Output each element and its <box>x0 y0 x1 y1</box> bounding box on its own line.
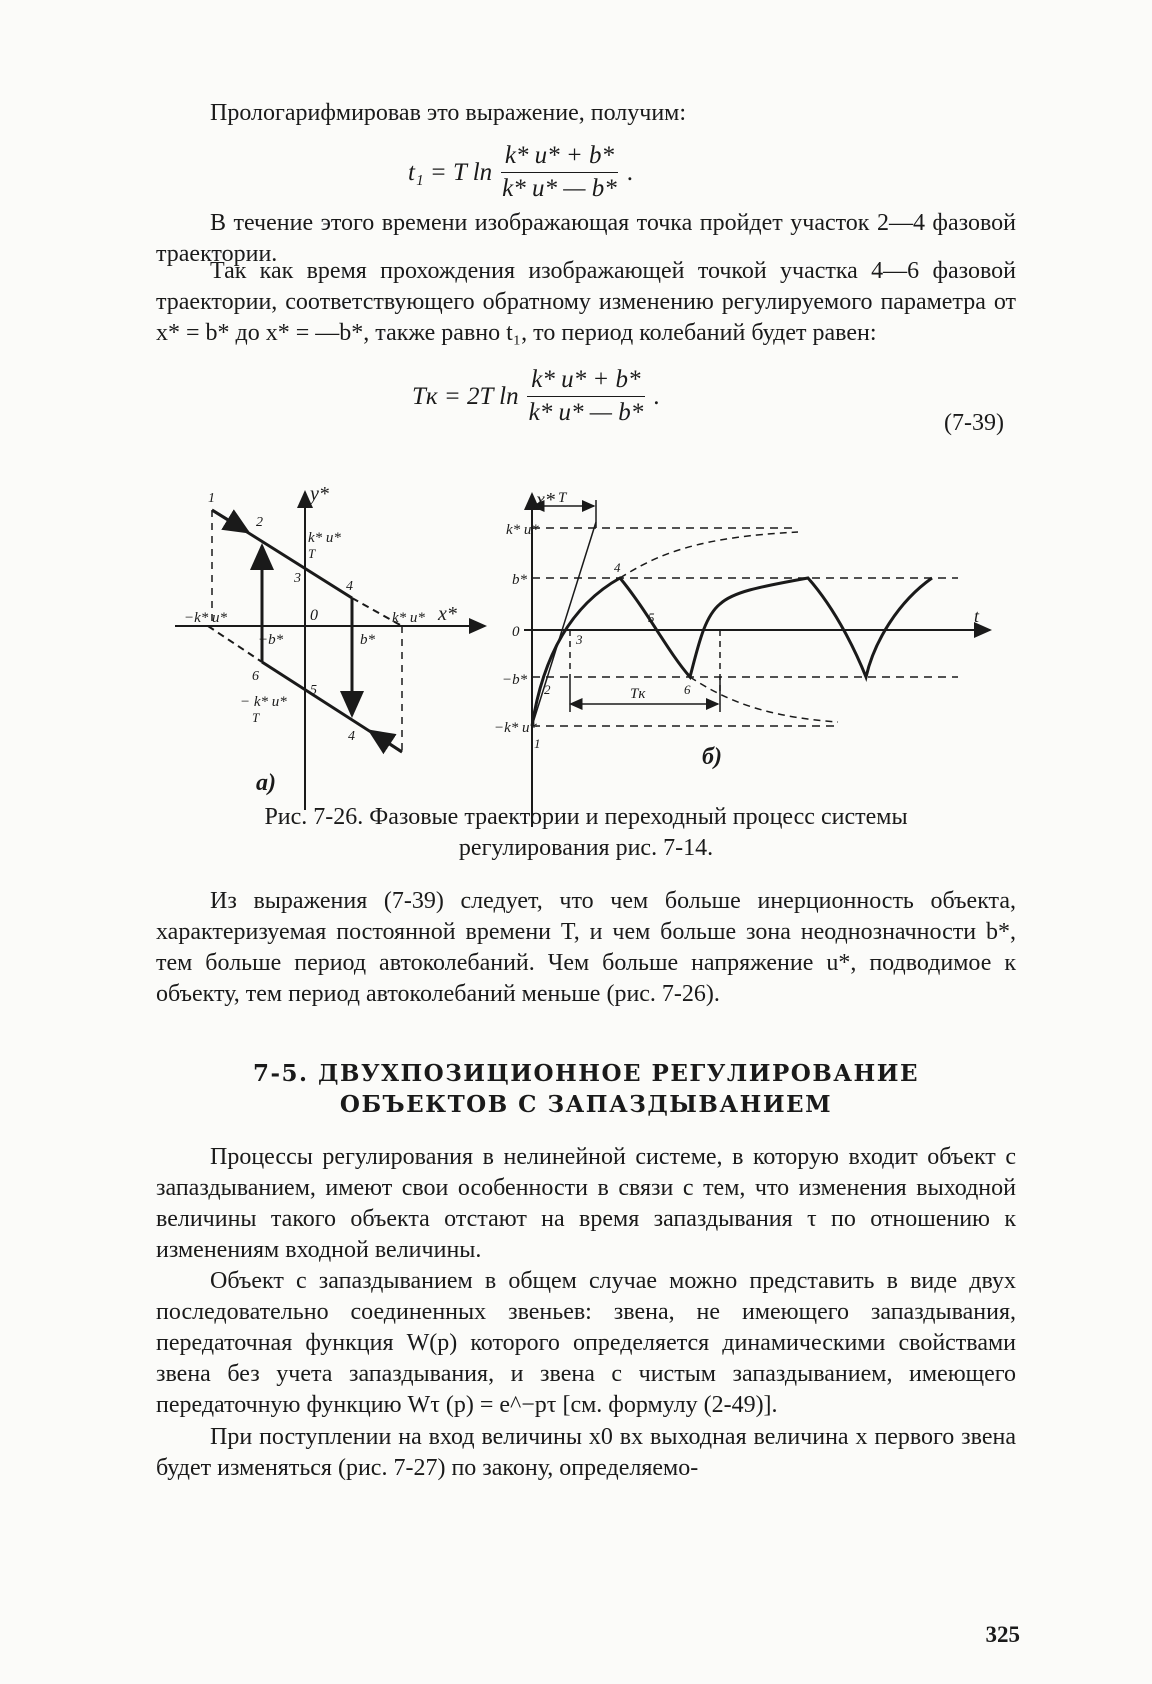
figure-b-point-6: 6 <box>684 682 691 697</box>
figure-b-point-1: 1 <box>534 736 541 751</box>
figure-b-point-5: 5 <box>648 610 655 625</box>
figure-a-origin: 0 <box>310 607 318 624</box>
equation-number: (7-39) <box>944 410 1004 436</box>
formula-tk-fraction <box>525 366 648 427</box>
figure-b-Tk-label: Tк <box>630 686 646 702</box>
page-number: 325 <box>985 1622 1020 1647</box>
figure-a-sublabel: а) <box>256 770 276 796</box>
figure-a-pos-b: b* <box>360 632 375 648</box>
figure-b-zero: 0 <box>512 624 520 640</box>
formula-tk <box>412 366 659 427</box>
formula-t1 <box>408 142 633 203</box>
figure-a-phase-trajectories <box>170 483 500 830</box>
figure-a-arrow-start <box>212 510 248 532</box>
figure-a-point-5: 5 <box>310 683 317 698</box>
figure-a-kTu-bottom-T: T <box>252 710 260 725</box>
figure-a-neg-ku: −k* u* <box>184 610 228 626</box>
figure-b-ku: k* u* <box>506 522 539 538</box>
figure-b-point-2: 2 <box>544 682 551 697</box>
figure-caption <box>156 802 1016 864</box>
figure-b-T-label: T <box>558 490 567 506</box>
figure-b-lower-asymptote <box>690 677 838 722</box>
figure-b-x-label: x* <box>536 489 555 511</box>
figure-a-y-label: y* <box>310 483 329 505</box>
figure-b-neg-b: −b* <box>502 672 528 688</box>
figure-a-point-3: 3 <box>294 571 301 586</box>
formula-tk-lhs: Tк = 2T ln <box>412 382 519 410</box>
figure-b-point-4: 4 <box>614 560 621 575</box>
formula-t1-numerator: k* u* + b* <box>501 142 618 173</box>
figure-a-point-1: 1 <box>208 491 215 506</box>
section-heading-line-1: 7-5. ДВУХПОЗИЦИОННОЕ РЕГУЛИРОВАНИЕ <box>252 1060 919 1087</box>
figure-a-point-4a: 4 <box>346 579 353 594</box>
figure-b-point-3: 3 <box>576 632 583 647</box>
figure-caption-line-1: Рис. 7-26. Фазовые траектории и переходный процесс системы <box>264 804 908 830</box>
section-heading <box>156 1058 1016 1120</box>
paragraph-input: При поступлении на вход величины x0 вх выходная величина x первого звена будет изменяться (рис. 7-27) по закону, определяемо- <box>156 1424 1016 1481</box>
figure-caption-line-2: регулирования рис. 7-14. <box>458 835 714 861</box>
figure-b-sublabel: б) <box>702 744 722 770</box>
figure-a-x-label: x* <box>438 603 457 625</box>
figure-b-upper-asymptote <box>620 532 798 578</box>
paragraph-inertia: Из выражения (7-39) следует, что чем больше инерционность объекта, характеризуемая постоянной времени T, и чем больше зона неоднозначности b*, тем больше период автоколебаний. Чем больше напряжение u*, подводимое к объекту, тем период автоколебаний меньше (рис. 7-26). <box>156 888 1016 1007</box>
figure-a-point-6: 6 <box>252 669 259 684</box>
formula-t1-denominator: k* u* — b* <box>502 175 617 202</box>
paragraph-delay-object: Объект с запаздыванием в общем случае можно представить в виде двух последовательно соединенных звеньев: звена, не имеющего запаздывания, передаточная функция W(p) которого определяется динамическими свойствами звена без учета запаздывания, и звена с чистым запаздыванием, имеющего передаточную функцию Wτ (p) = e^−pτ [см. формулу (2-49)]. <box>156 1268 1016 1418</box>
formula-tk-tail: . <box>653 382 660 410</box>
figure-a-neg-b: −b* <box>258 632 284 648</box>
formula-tk-numerator: k* u* + b* <box>527 366 644 397</box>
figure-b-t-label: t <box>974 606 980 626</box>
figure-a-point-4b: 4 <box>348 729 355 744</box>
figure-a-line-lower-dashed <box>208 626 262 662</box>
section-heading-line-2: ОБЪЕКТОВ С ЗАПАЗДЫВАНИЕМ <box>339 1091 833 1118</box>
formula-t1-tail: . <box>626 158 633 186</box>
paragraph-intro: Прологарифмировав это выражение, получим: <box>210 100 687 126</box>
paragraph-section-2-4: В течение этого времени изображающая точка пройдет участок 2—4 фазовой траектории. <box>156 210 1016 267</box>
formula-t1-fraction <box>498 142 621 203</box>
figure-a-kTu-top-T: T <box>308 546 316 561</box>
figure-b-transient-process <box>494 489 998 832</box>
figure-a-kTu-top: k* u* <box>308 530 341 546</box>
formula-t1-lhs: t₁ = T ln <box>408 158 493 186</box>
formula-tk-denominator: k* u* — b* <box>528 399 644 426</box>
figure-a-pos-ku: k* u* <box>392 610 425 626</box>
figure-b-tangent <box>532 522 596 726</box>
figure-a-arrow-end <box>370 731 402 752</box>
paragraph-delay-processes: Процессы регулирования в нелинейной системе, в которую входит объект с запаздыванием, имеют свои особенности в связи с тем, что изменения выходной величины такого объекта отстают на время запаздывания τ по отношению к изменениям входной величины. <box>156 1144 1016 1263</box>
figure-a-point-2: 2 <box>256 515 263 530</box>
paragraph-period: Так как время прохождения изображающей точкой участка 4—6 фазовой траектории, соответствующего обратному изменению регулируемого параметра от x* = b* до x* = —b*, также равно t₁, то период колебаний будет равен: <box>156 258 1016 346</box>
figure-b-b: b* <box>512 572 527 588</box>
figure-a-kTu-bottom: − k* u* <box>240 694 287 710</box>
figure-b-neg-ku: −k* u* <box>494 720 538 736</box>
